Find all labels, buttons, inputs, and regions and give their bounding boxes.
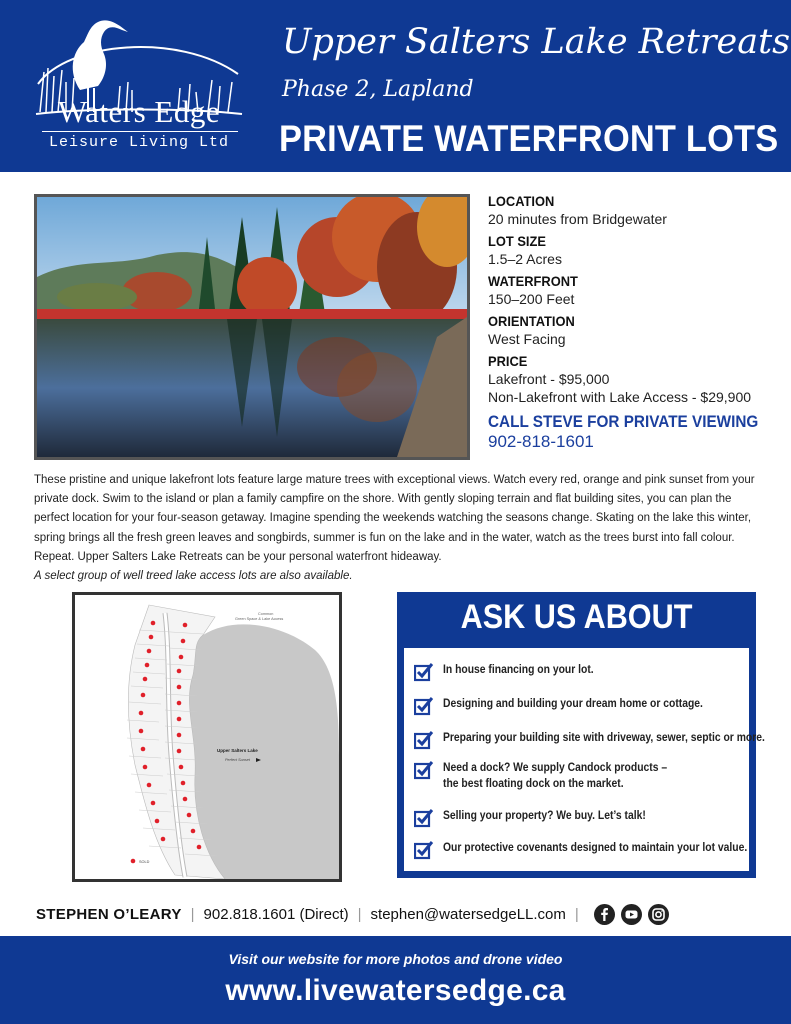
detail-label: LOT SIZE	[488, 233, 546, 249]
website-link[interactable]: www.livewatersedge.ca	[225, 974, 566, 1007]
lot-marker-dot	[179, 655, 184, 660]
checkbox-check-icon	[414, 662, 434, 682]
separator: |	[357, 906, 362, 923]
ask-item	[414, 808, 668, 828]
lot-marker-dot	[181, 639, 186, 644]
detail-label: PRICE	[488, 353, 528, 369]
detail-value: 150–200 Feet	[488, 291, 575, 307]
script-title: Upper Salters Lake Retreats	[282, 22, 791, 62]
detail-value: West Facing	[488, 331, 566, 347]
lot-marker-dot	[181, 781, 186, 786]
lot-marker-dot	[155, 819, 160, 824]
ask-item	[414, 760, 692, 792]
autumn-lake-image	[37, 197, 467, 457]
lot-marker-dot	[139, 711, 144, 716]
lot-marker-dot	[187, 813, 192, 818]
checkbox-check-icon	[414, 760, 434, 780]
detail-orientation	[488, 313, 788, 348]
ask-item-text	[443, 840, 747, 856]
price-non-lakefront: Non-Lakefront with Lake Access - $29,900	[488, 389, 752, 405]
ask-title: ASK US ABOUT	[460, 598, 693, 636]
lot-marker-dot	[197, 845, 202, 850]
ask-item	[414, 662, 610, 682]
waters-edge-logo	[28, 12, 250, 172]
footer-tagline: Visit our website for more photos and drone video	[228, 951, 563, 967]
call-to-action: CALL STEVE FOR PRIVATE VIEWING	[488, 412, 759, 431]
detail-location	[488, 193, 788, 228]
main-title: PRIVATE WATERFRONT LOTS	[279, 118, 779, 159]
ask-us-about-panel	[397, 592, 765, 878]
lot-marker-dot	[183, 797, 188, 802]
lot-marker-dot	[177, 669, 182, 674]
detail-value: 1.5–2 Acres	[488, 251, 562, 267]
lot-details	[488, 193, 788, 452]
ask-item	[414, 730, 791, 750]
lot-marker-dot	[145, 663, 150, 668]
detail-value: 20 minutes from Bridgewater	[488, 211, 667, 227]
lot-marker-dot	[149, 635, 154, 640]
description-note: A select group of well treed lake access lots are also available.	[34, 570, 353, 583]
lot-marker-dot	[161, 837, 166, 842]
lot-marker-dot	[183, 623, 188, 628]
lot-marker-dot	[151, 621, 156, 626]
ask-item-text	[443, 662, 594, 678]
ask-item-line: Our protective covenants designed to maintain your lot value.	[443, 842, 748, 854]
instagram-icon[interactable]	[648, 904, 669, 925]
ask-item-line: Designing and building your dream home or cottage.	[443, 698, 703, 710]
lot-marker-dot	[147, 783, 152, 788]
detail-label: WATERFRONT	[488, 273, 578, 289]
lot-marker-dot	[141, 693, 146, 698]
lot-marker-dot	[177, 717, 182, 722]
lot-marker-dot	[177, 701, 182, 706]
ask-item-line: Selling your property? We buy. Let’s talk!	[443, 810, 646, 822]
ask-item-text	[443, 730, 765, 746]
lot-map-drawing	[75, 595, 339, 879]
call-phone-link[interactable]: 902-818-1601	[488, 432, 594, 451]
detail-waterfront	[488, 273, 788, 308]
ask-item-line-2: the best floating dock on the market.	[443, 778, 624, 790]
ask-item-text	[443, 760, 667, 792]
lot-marker-dot	[143, 765, 148, 770]
script-subtitle: Phase 2, Lapland	[282, 77, 474, 102]
lot-marker-dot	[191, 829, 196, 834]
ask-item	[414, 696, 732, 716]
contact-email[interactable]: stephen@watersedgeLL.com	[370, 906, 566, 923]
lot-marker-dot	[179, 765, 184, 770]
lake-photo	[34, 194, 470, 460]
lot-marker-dot	[151, 801, 156, 806]
lot-marker-dot	[139, 729, 144, 734]
separator: |	[574, 906, 579, 923]
common-label: Common	[258, 612, 274, 616]
sold-dot	[131, 859, 136, 864]
contact-phone[interactable]: 902.818.1601 (Direct)	[203, 906, 349, 923]
contact-bar	[36, 904, 766, 925]
facebook-icon[interactable]	[594, 904, 615, 925]
lake-label: Upper Salters Lake	[217, 748, 258, 753]
youtube-icon[interactable]	[621, 904, 642, 925]
ask-item-text	[443, 696, 703, 712]
price-lakefront: Lakefront - $95,000	[488, 371, 610, 387]
lot-marker-dot	[147, 649, 152, 654]
description	[34, 471, 759, 586]
sunset-label: Perfect Sunset	[225, 758, 250, 762]
lot-marker-dot	[143, 677, 148, 682]
logo-subtitle: Leisure Living Ltd	[48, 134, 230, 151]
checkbox-check-icon	[414, 808, 434, 828]
footer-banner	[0, 936, 791, 1024]
lot-marker-dot	[177, 749, 182, 754]
detail-price	[488, 353, 788, 406]
checkbox-check-icon	[414, 696, 434, 716]
checkbox-check-icon	[414, 840, 434, 860]
separator: |	[190, 906, 195, 923]
detail-label: ORIENTATION	[488, 313, 575, 329]
lot-map	[72, 592, 342, 882]
ask-item-line: Need a dock? We supply Candock products –	[443, 762, 668, 774]
description-body: These pristine and unique lakefront lots feature large mature trees with exceptional views. Watch every red, orange and pink sunset from your private dock. Swim to the island or plan a family campfire on the shore. With gently sloping terrain and flat building sites, you can plan the perfect location for your four-season getaway. Imagine spending the weekends watching the seasons change. Skating on the lake this winter, spring brings all the fresh green leaves and songbirds, summer is fun on the lake and in the water, watch as the trees burst into fall colour. Repeat. Upper Salters Lake Retreats can be your personal waterfront hideaway.	[34, 474, 755, 563]
lot-marker-dot	[177, 685, 182, 690]
ask-item-line: In house financing on your lot.	[443, 664, 594, 676]
logo-title: Waters Edge	[57, 94, 221, 129]
lot-marker-dot	[141, 747, 146, 752]
detail-lot-size	[488, 233, 788, 268]
checkbox-check-icon	[414, 730, 434, 750]
common-label-2: Green Space & Lake Access	[235, 617, 284, 621]
sold-label: SOLD	[139, 860, 150, 864]
ask-item	[414, 840, 781, 860]
logo-divider	[42, 131, 238, 132]
lot-marker-dot	[177, 733, 182, 738]
ask-item-text	[443, 808, 646, 824]
detail-label: LOCATION	[488, 193, 555, 209]
header-banner	[0, 0, 791, 172]
ask-item-line: Preparing your building site with driveway, sewer, septic or more.	[443, 732, 765, 744]
ask-list	[404, 648, 765, 871]
contact-name: STEPHEN O’LEARY	[36, 906, 182, 923]
